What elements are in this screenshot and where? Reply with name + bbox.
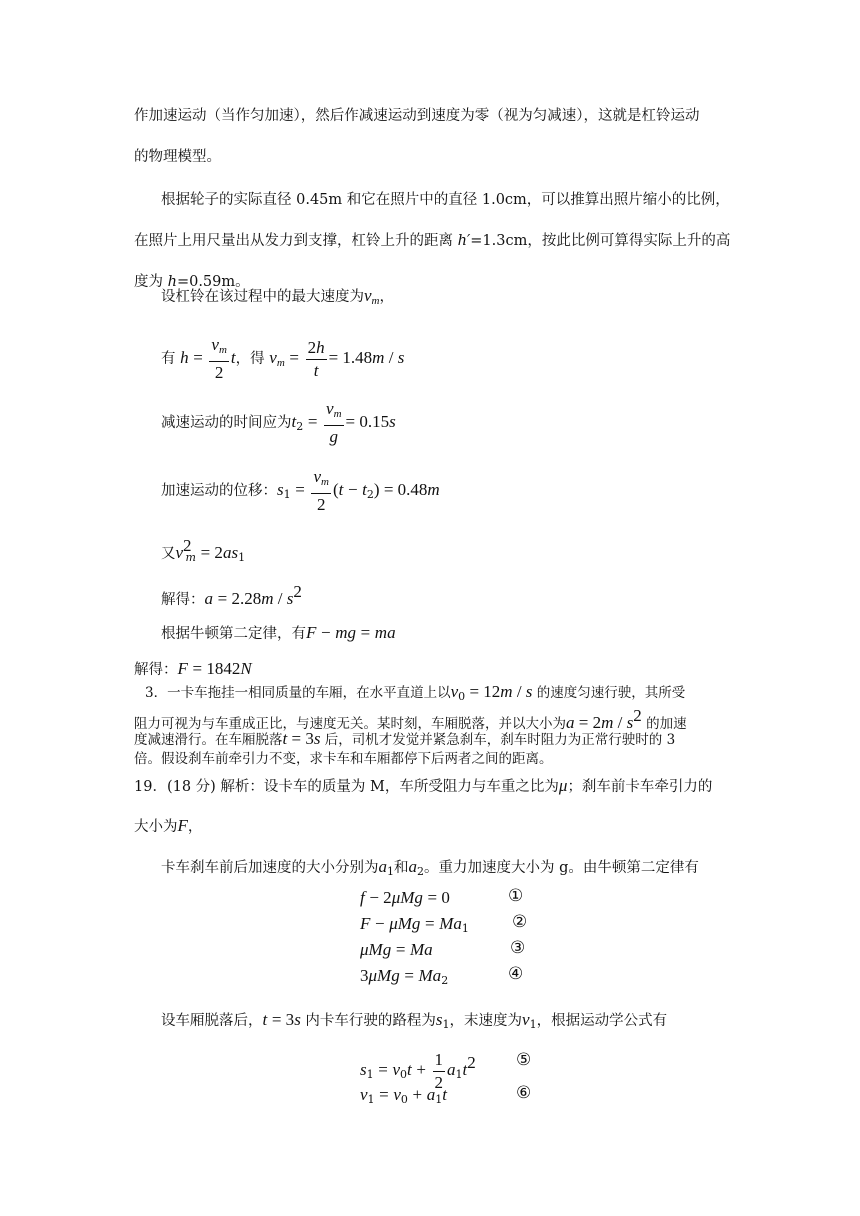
- answer-19-line-2: 大小为F，: [134, 816, 203, 835]
- answer-19-line-1: 19．(18 分) 解析：设卡车的质量为 M，车所受阻力与车重之比为μ；刹车前卡车牵引力的: [134, 776, 713, 795]
- formula-a: 解得：$a = 2.28m / s^2$: [161, 582, 302, 608]
- para-line-1: 作加速运动（当作匀加速），然后作减速运动到速度为零（视为匀减速），这就是杠铃运动: [134, 108, 700, 124]
- question-3-line-3: 度减速滑行。在车厢脱落t = 3s 后，司机才发觉并紧急刹车，刹车时阻力为正常行驶时的 3: [134, 729, 676, 748]
- fraction: $\frac{v_m}{g}$: [326, 399, 342, 446]
- formula-s1: 加速运动的位移：$s_1$ = $\frac{v_m}{2}$ $(t - t_2) = 0.48m$: [161, 467, 440, 514]
- equation-3: μMg = Ma: [360, 940, 433, 959]
- max-speed-line: 设杠铃在该过程中的最大速度为$v_m$，: [161, 286, 394, 307]
- equation-label-3: ③: [510, 938, 526, 958]
- fraction: $\frac{2h}{t}$: [307, 337, 325, 380]
- formula-t2: 减速运动的时间应为$t_2$ = $\frac{v_m}{g}$ = 0.15s: [161, 399, 396, 446]
- formula-vm2: 又$v^2_m = 2as_1$: [161, 536, 246, 564]
- equation-2: $F - \mu Mg = Ma_1$: [360, 914, 469, 935]
- equation-4: $3\mu Mg = Ma_2$: [360, 966, 449, 987]
- formula-h: 有 h = $\frac{v_m}{2}$ t，得 $v_m$ = $\frac{2h}{t}$ = 1.48m / s: [161, 335, 405, 382]
- equation-label-2: ②: [512, 912, 528, 932]
- fraction: $\frac{1}{2}$: [434, 1049, 444, 1092]
- question-3-line-2: 阻力可视为与车重成正比，与速度无关。某时刻，车厢脱落，并以大小为$a = 2m / s^2$ 的加速: [134, 706, 687, 732]
- question-3-line-1: 3．一卡车拖挂一相同质量的车厢，在水平直道上以$v_0 = 12m / s$ 的速度匀速行驶，其所受: [145, 682, 686, 703]
- equation-5: $s_1 = v_0t$ + $\frac{1}{2}$ $a_1t^2$: [360, 1049, 476, 1092]
- fraction: $\frac{v_m}{2}$: [313, 467, 329, 514]
- answer-19-line-3: 卡车刹车前后加速度的大小分别为$a_1$和$a_2$。重力加速度大小为 g。由牛顿第二定律有: [161, 857, 699, 878]
- formula-newton: 根据牛顿第二定律，有F − mg = ma: [161, 623, 396, 642]
- equation-6: $v_1 = v_0 + a_1t$: [360, 1085, 447, 1106]
- para-line-5: 度为 h=0.59m。: [134, 274, 250, 290]
- fraction: $\frac{v_m}{2}$: [211, 335, 227, 382]
- question-3-line-4: 倍。假设刹车前牵引力不变，求卡车和车厢都停下后两者之间的距离。: [134, 751, 553, 767]
- equation-label-5: ⑤: [516, 1050, 532, 1070]
- formula-F: 解得：F = 1842N: [134, 659, 252, 678]
- equation-1: f − 2μMg = 0: [360, 888, 450, 907]
- equation-label-4: ④: [508, 964, 524, 984]
- kinematics-intro: 设车厢脱落后，t = 3s 内卡车行驶的路程为$s_1$，末速度为$v_1$，根据运动学公式有: [161, 1010, 668, 1031]
- para-line-3: 根据轮子的实际直径 0.45m 和它在照片中的直径 1.0cm，可以推算出照片缩小的比例，: [161, 192, 730, 208]
- equation-label-1: ①: [508, 886, 524, 906]
- para-line-2: 的物理模型。: [134, 149, 221, 165]
- para-line-4: 在照片上用尺量出从发力到支撑，杠铃上升的距离 h′=1.3cm，按此比例可算得实际上升的高: [134, 233, 731, 249]
- equation-label-6: ⑥: [516, 1083, 532, 1103]
